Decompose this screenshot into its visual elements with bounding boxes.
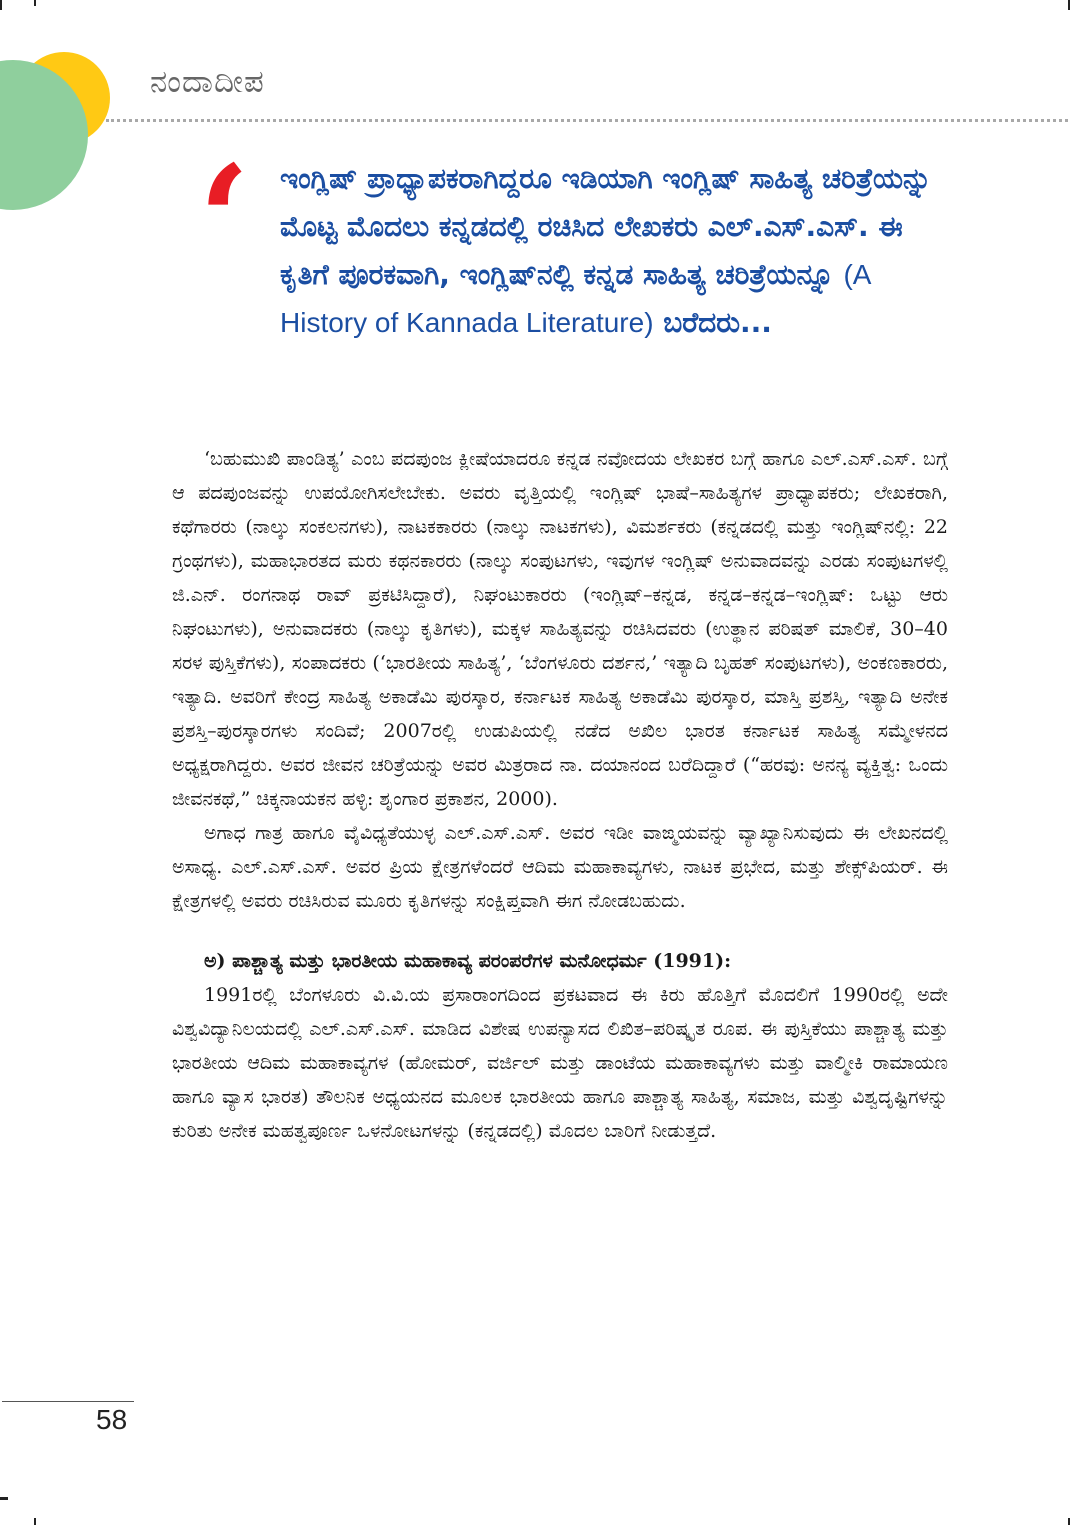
crop-mark-top-left — [0, 0, 2, 10]
pull-quote-english-title: (A History of Kannada Literature) — [280, 259, 870, 338]
crop-mark-bottom-left-tick — [34, 1518, 36, 1525]
crop-mark-top-right — [1068, 0, 1070, 10]
quote-mark-icon: ‘ — [198, 133, 251, 309]
page-number: 58 — [96, 1404, 128, 1435]
header-dotted-divider — [106, 119, 1068, 122]
section-heading: ಅ) ಪಾಶ್ಚಾತ್ಯ ಮತ್ತು ಭಾರತೀಯ ಮಹಾಕಾವ್ಯ ಪರಂಪರೆಗಳ ಮನೋಧರ್ಮ (1991): — [204, 950, 732, 972]
pull-quote — [280, 155, 940, 347]
footer-rule — [2, 1401, 134, 1402]
body-paragraph-2: ಅಗಾಧ ಗಾತ್ರ ಹಾಗೂ ವೈವಿಧ್ಯತೆಯುಳ್ಳ ಎಲ್.ಎಸ್.ಎಸ್. ಅವರ ಇಡೀ ವಾಙ್ಮಯವನ್ನು ವ್ಯಾಖ್ಯಾನಿಸುವುದು ಈ ಲೇಖನದಲ್ಲಿ ಅಸಾಧ್ಯ. ಎಲ್.ಎಸ್.ಎಸ್. ಅವರ ಪ್ರಿಯ ಕ್ಷೇತ್ರಗಳೆಂದರೆ ಆದಿಮ ಮಹಾಕಾವ್ಯಗಳು, ನಾಟಕ ಪ್ರಭೇದ, ಮತ್ತು ಶೇಕ್ಸ್‌ಪಿಯರ್. ಈ ಕ್ಷೇತ್ರಗಳಲ್ಲಿ ಅವರು ರಚಿಸಿರುವ ಮೂರು ಕೃತಿಗಳನ್ನು ಸಂಕ್ಷಿಪ್ತವಾಗಿ ಈಗ ನೋಡಬಹುದು. — [172, 822, 948, 912]
crop-mark-bottom-right — [1068, 1518, 1070, 1525]
pull-quote-kannada: ಇಂಗ್ಲಿಷ್ ಪ್ರಾಧ್ಯಾಪಕರಾಗಿದ್ದರೂ ಇಡಿಯಾಗಿ ಇಂಗ್ಲಿಷ್ ಸಾಹಿತ್ಯ ಚರಿತ್ರೆಯನ್ನು ಮೊಟ್ಟ ಮೊದಲು ಕನ್ನಡದಲ್ಲಿ ರಚಿಸಿದ ಲೇಖಕರು ಎಲ್.ಎಸ್.ಎಸ್. ಈ ಕೃತಿಗೆ ಪೂರಕವಾಗಿ, ಇಂಗ್ಲಿಷ್‌ನಲ್ಲಿ ಕನ್ನಡ ಸಾಹಿತ್ಯ ಚರಿತ್ರೆಯನ್ನೂ — [280, 162, 932, 291]
running-header-title: ನಂದಾದೀಪ — [150, 64, 265, 100]
crop-mark-top-left-tick — [34, 0, 36, 6]
crop-mark-bottom-left — [0, 1497, 8, 1500]
article-body — [172, 442, 948, 1148]
section-paragraph: 1991ರಲ್ಲಿ ಬೆಂಗಳೂರು ವಿ.ವಿ.ಯ ಪ್ರಸಾರಾಂಗದಿಂದ ಪ್ರಕಟವಾದ ಈ ಕಿರು ಹೊತ್ತಿಗೆ ಮೊದಲಿಗೆ 1990ರಲ್ಲಿ ಅದೇ ವಿಶ್ವವಿದ್ಯಾನಿಲಯದಲ್ಲಿ ಎಲ್.ಎಸ್.ಎಸ್. ಮಾಡಿದ ವಿಶೇಷ ಉಪನ್ಯಾಸದ ಲಿಖಿತ–ಪರಿಷ್ಕೃತ ರೂಪ. ಈ ಪುಸ್ತಿಕೆಯು ಪಾಶ್ಚಾತ್ಯ ಮತ್ತು ಭಾರತೀಯ ಆದಿಮ ಮಹಾಕಾವ್ಯಗಳ (ಹೋಮರ್, ವರ್ಜಿಲ್ ಮತ್ತು ಡಾಂಟೆಯ ಮಹಾಕಾವ್ಯಗಳು ಮತ್ತು ವಾಲ್ಮೀಕಿ ರಾಮಾಯಣ ಹಾಗೂ ವ್ಯಾಸ ಭಾರತ) ತೌಲನಿಕ ಅಧ್ಯಯನದ ಮೂಲಕ ಭಾರತೀಯ ಹಾಗೂ ಪಾಶ್ಚಾತ್ಯ ಸಾಹಿತ್ಯ, ಸಮಾಜ, ಮತ್ತು ವಿಶ್ವದೃಷ್ಟಿಗಳನ್ನು ಕುರಿತು ಅನೇಕ ಮಹತ್ವಪೂರ್ಣ ಒಳನೋಟಗಳನ್ನು (ಕನ್ನಡದಲ್ಲಿ) ಮೊದಲ ಬಾರಿಗೆ ನೀಡುತ್ತದೆ. — [172, 984, 948, 1142]
body-paragraph-1: ‘ಬಹುಮುಖಿ ಪಾಂಡಿತ್ಯ’ ಎಂಬ ಪದಪುಂಜ ಕ್ಲೀಷೆಯಾದರೂ ಕನ್ನಡ ನವೋದಯ ಲೇಖಕರ ಬಗ್ಗೆ ಹಾಗೂ ಎಲ್.ಎಸ್.ಎಸ್. ಬಗ್ಗೆ ಆ ಪದಪುಂಜವನ್ನು ಉಪಯೋಗಿಸಲೇಬೇಕು. ಅವರು ವೃತ್ತಿಯಲ್ಲಿ ಇಂಗ್ಲಿಷ್ ಭಾಷೆ–ಸಾಹಿತ್ಯಗಳ ಪ್ರಾಧ್ಯಾಪಕರು; ಲೇಖಕರಾಗಿ, ಕಥೆಗಾರರು (ನಾಲ್ಕು ಸಂಕಲನಗಳು), ನಾಟಕಕಾರರು (ನಾಲ್ಕು ನಾಟಕಗಳು), ವಿಮರ್ಶಕರು (ಕನ್ನಡದಲ್ಲಿ ಮತ್ತು ಇಂಗ್ಲಿಷ್‌ನಲ್ಲಿ: 22 ಗ್ರಂಥಗಳು), ಮಹಾಭಾರತದ ಮರು ಕಥನಕಾರರು (ನಾಲ್ಕು ಸಂಪುಟಗಳು, ಇವುಗಳ ಇಂಗ್ಲಿಷ್ ಅನುವಾದವನ್ನು ಎರಡು ಸಂಪುಟಗಳಲ್ಲಿ ಜಿ.ಎನ್. ರಂಗನಾಥ ರಾವ್ ಪ್ರಕಟಿಸಿದ್ದಾರೆ), ನಿಘಂಟುಕಾರರು (ಇಂಗ್ಲಿಷ್–ಕನ್ನಡ, ಕನ್ನಡ–ಕನ್ನಡ–ಇಂಗ್ಲಿಷ್: ಒಟ್ಟು ಆರು ನಿಘಂಟುಗಳು), ಅನುವಾದಕರು (ನಾಲ್ಕು ಕೃತಿಗಳು), ಮಕ್ಕಳ ಸಾಹಿತ್ಯವನ್ನು ರಚಿಸಿದವರು (ಉತ್ಥಾನ ಪರಿಷತ್ ಮಾಲಿಕೆ, 30–40 ಸರಳ ಪುಸ್ತಿಕೆಗಳು), ಸಂಪಾದಕರು (‘ಭಾರತೀಯ ಸಾಹಿತ್ಯ’, ‘ಬೆಂಗಳೂರು ದರ್ಶನ,’ ಇತ್ಯಾದಿ ಬೃಹತ್ ಸಂಪುಟಗಳು), ಅಂಕಣಕಾರರು, ಇತ್ಯಾದಿ. ಅವರಿಗೆ ಕೇಂದ್ರ ಸಾಹಿತ್ಯ ಅಕಾಡೆಮಿ ಪುರಸ್ಕಾರ, ಕರ್ನಾಟಕ ಸಾಹಿತ್ಯ ಅಕಾಡೆಮಿ ಪುರಸ್ಕಾರ, ಮಾಸ್ತಿ ಪ್ರಶಸ್ತಿ, ಇತ್ಯಾದಿ ಅನೇಕ ಪ್ರಶಸ್ತಿ–ಪುರಸ್ಕಾರಗಳು ಸಂದಿವೆ; 2007ರಲ್ಲಿ ಉಡುಪಿಯಲ್ಲಿ ನಡೆದ ಅಖಿಲ ಭಾರತ ಕರ್ನಾಟಕ ಸಾಹಿತ್ಯ ಸಮ್ಮೇಳನದ ಅಧ್ಯಕ್ಷರಾಗಿದ್ದರು. ಅವರ ಜೀವನ ಚರಿತ್ರೆಯನ್ನು ಅವರ ಮಿತ್ರರಾದ ನಾ. ದಯಾನಂದ ಬರೆದಿದ್ದಾರೆ (“ಹರವು: ಅನನ್ಯ ವ್ಯಕ್ತಿತ್ವ: ಒಂದು ಜೀವನಕಥೆ,” ಚಿಕ್ಕನಾಯಕನ ಹಳ್ಳಿ: ಶೃಂಗಾರ ಪ್ರಕಾಶನ, 2000). — [172, 448, 948, 810]
pull-quote-ending: ಬರೆದರು... — [653, 306, 772, 339]
